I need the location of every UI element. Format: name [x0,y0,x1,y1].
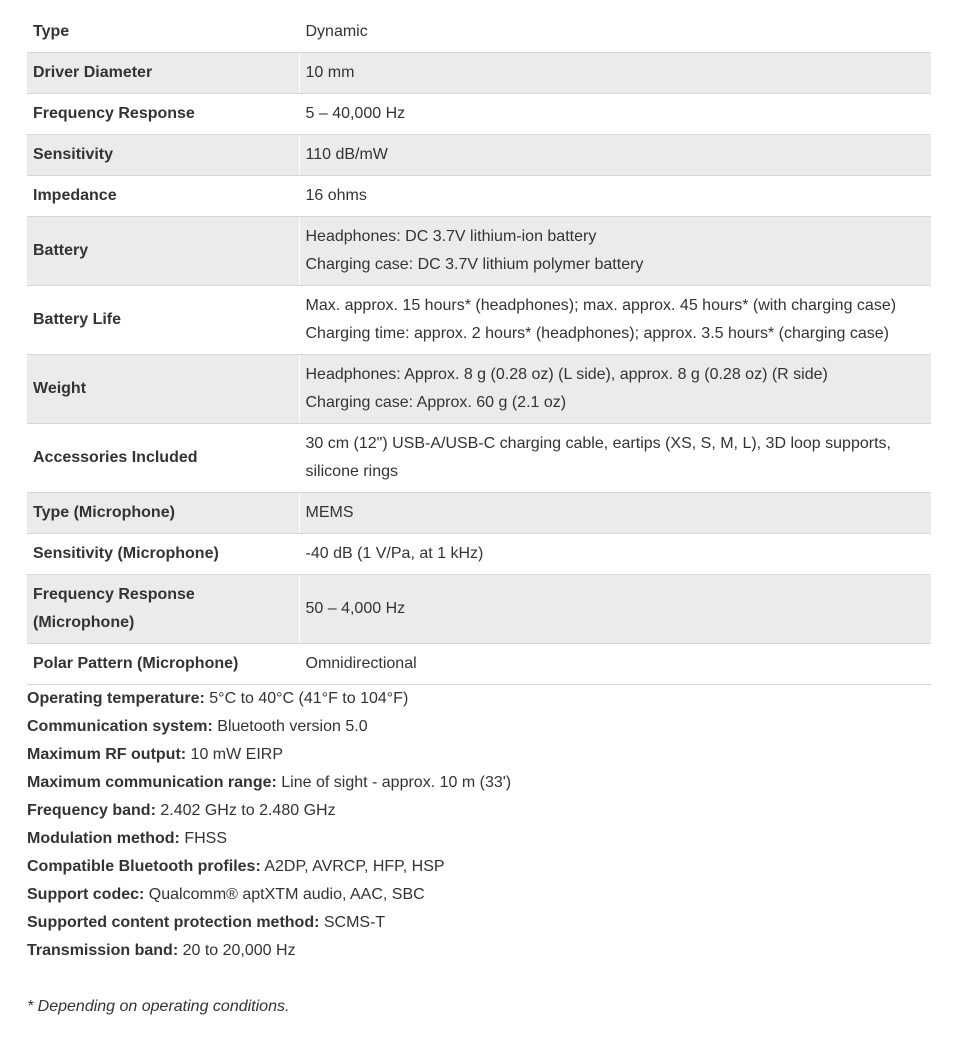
additional-spec-label: Compatible Bluetooth profiles: [27,858,261,875]
additional-spec-value: 10 mW EIRP [190,746,284,763]
additional-spec-item [27,909,931,937]
spec-label: Driver Diameter [27,53,299,94]
spec-value-line: 110 dB/mW [305,146,388,163]
spec-value-line: 10 mm [305,64,355,81]
spec-value-line: Omnidirectional [305,655,417,672]
spec-value-line: Headphones: DC 3.7V lithium-ion battery [305,228,597,245]
additional-spec-label: Operating temperature: [27,690,205,707]
spec-label: Accessories Included [27,424,299,493]
additional-spec-value: 2.402 GHz to 2.480 GHz [160,802,336,819]
spec-label: Weight [27,355,299,424]
additional-spec-value: Line of sight - approx. 10 m (33') [281,774,512,791]
spec-value [299,644,931,685]
spec-row [27,176,931,217]
spec-row [27,217,931,286]
spec-row [27,644,931,685]
spec-table-body [27,12,931,685]
additional-spec-label: Maximum communication range: [27,774,277,791]
spec-label: Sensitivity (Microphone) [27,534,299,575]
spec-label: Impedance [27,176,299,217]
spec-value [299,355,931,424]
spec-row [27,135,931,176]
spec-value-line: Dynamic [305,23,368,40]
spec-value [299,534,931,575]
spec-value-line: -40 dB (1 V/Pa, at 1 kHz) [305,545,484,562]
spec-value-line: 16 ohms [305,187,367,204]
additional-spec-value: FHSS [184,830,227,847]
spec-row [27,12,931,53]
spec-row [27,534,931,575]
spec-row [27,286,931,355]
spec-value-line: MEMS [305,504,354,521]
spec-value [299,217,931,286]
spec-value [299,94,931,135]
spec-value-line: Headphones: Approx. 8 g (0.28 oz) (L side), approx. 8 g (0.28 oz) (R side) [305,366,828,383]
additional-spec-label: Maximum RF output: [27,746,187,763]
spec-value [299,424,931,493]
spec-row [27,493,931,534]
spec-row [27,424,931,493]
spec-label: Type (Microphone) [27,493,299,534]
additional-spec-item [27,685,931,713]
additional-spec-value: Qualcomm® aptXTM audio, AAC, SBC [148,886,425,903]
spec-label: Frequency Response [27,94,299,135]
spec-value-line: Max. approx. 15 hours* (headphones); max. approx. 45 hours* (with charging case) [305,297,897,314]
additional-specs-list [27,685,931,965]
additional-spec-item [27,713,931,741]
spec-row [27,355,931,424]
additional-spec-value: 5°C to 40°C (41°F to 104°F) [209,690,409,707]
additional-spec-item [27,853,931,881]
spec-value-line: Charging time: approx. 2 hours* (headphones); approx. 3.5 hours* (charging case) [305,325,889,342]
spec-row [27,575,931,644]
spec-value-line: Charging case: Approx. 60 g (2.1 oz) [305,394,567,411]
spec-row [27,94,931,135]
spec-row [27,53,931,94]
additional-spec-item [27,769,931,797]
spec-label: Polar Pattern (Microphone) [27,644,299,685]
additional-spec-label: Frequency band: [27,802,156,819]
spec-value [299,53,931,94]
additional-spec-label: Transmission band: [27,942,179,959]
additional-spec-item [27,937,931,965]
footnote: * Depending on operating conditions. [27,998,290,1015]
additional-spec-item [27,797,931,825]
additional-spec-value: SCMS-T [323,914,386,931]
additional-spec-label: Communication system: [27,718,213,735]
spec-value [299,575,931,644]
additional-spec-value: 20 to 20,000 Hz [182,942,296,959]
spec-label: Sensitivity [27,135,299,176]
additional-spec-value: Bluetooth version 5.0 [217,718,368,735]
spec-value [299,493,931,534]
spec-label: Battery Life [27,286,299,355]
additional-spec-label: Support codec: [27,886,145,903]
additional-spec-label: Modulation method: [27,830,180,847]
additional-spec-label: Supported content protection method: [27,914,320,931]
spec-value-line: 5 – 40,000 Hz [305,105,406,122]
spec-table [27,12,931,685]
spec-label: Frequency Response (Microphone) [27,575,299,644]
additional-spec-value: A2DP, AVRCP, HFP, HSP [264,858,445,875]
spec-value [299,176,931,217]
spec-label: Type [27,12,299,53]
spec-value [299,12,931,53]
spec-value-line: 50 – 4,000 Hz [305,600,406,617]
additional-spec-item [27,825,931,853]
additional-spec-item [27,741,931,769]
spec-value-line: 30 cm (12") USB-A/USB-C charging cable, eartips (XS, S, M, L), 3D loop supports, silicone rings [305,435,891,480]
spec-value [299,286,931,355]
spec-label: Battery [27,217,299,286]
spec-value [299,135,931,176]
spec-value-line: Charging case: DC 3.7V lithium polymer battery [305,256,644,273]
additional-spec-item [27,881,931,909]
